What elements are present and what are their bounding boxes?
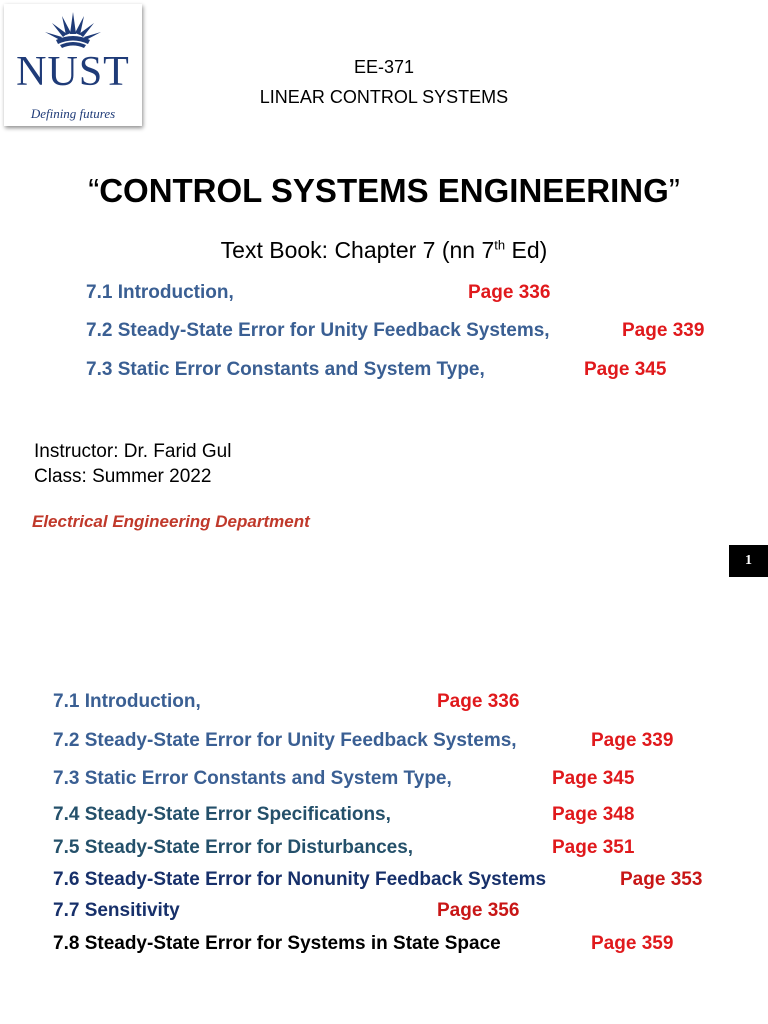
nust-emblem-icon [4,4,142,54]
logo-tagline: Defining futures [30,106,116,121]
section-page: Page 339 [591,730,674,751]
textbook-prefix: Text Book: Chapter 7 (nn 7 [220,237,495,263]
main-title [0,172,768,210]
top-section-label: 7.1 Introduction, [86,282,234,303]
top-section-page: Page 336 [468,282,551,303]
section-page: Page 353 [620,869,703,890]
section-label: 7.7 Sensitivity [53,900,180,921]
title-text: CONTROL SYSTEMS ENGINEERING [99,172,669,209]
top-section-label: 7.3 Static Error Constants and System Type, [86,359,485,380]
top-section-page: Page 345 [584,359,667,380]
top-section-label: 7.2 Steady-State Error for Unity Feedback Systems, [86,320,550,341]
instructor: Instructor: Dr. Farid Gul [34,441,232,462]
logo-wordmark: NUST [16,49,130,95]
section-label: 7.6 Steady-State Error for Nonunity Feedback Systems [53,869,547,890]
section-label: 7.1 Introduction, [53,691,201,712]
course-name: LINEAR CONTROL SYSTEMS [259,87,509,107]
section-page: Page 356 [437,900,520,921]
section-label: 7.8 Steady-State Error for Systems in State Space [53,933,501,954]
title-close-quote: ” [668,172,680,209]
section-label: 7.2 Steady-State Error for Unity Feedback Systems, [53,730,517,751]
section-label: 7.3 Static Error Constants and System Type, [53,768,452,789]
course-code: EE-371 [353,57,415,77]
section-label: 7.4 Steady-State Error Specifications, [53,804,391,825]
top-section-page: Page 339 [622,320,705,341]
section-label: 7.5 Steady-State Error for Disturbances, [53,837,414,858]
title-open-quote: “ [88,172,100,209]
department: Electrical Engineering Department [32,512,310,531]
textbook-line [0,237,768,264]
class-term: Class: Summer 2022 [34,466,212,487]
section-page: Page 345 [552,768,635,789]
textbook-sup: th [494,237,506,253]
section-page: Page 336 [437,691,520,712]
slide-number-badge: 1 [729,545,768,577]
section-page: Page 351 [552,837,635,858]
textbook-suffix: Ed) [505,237,548,263]
section-page: Page 359 [591,933,674,954]
section-page: Page 348 [552,804,635,825]
